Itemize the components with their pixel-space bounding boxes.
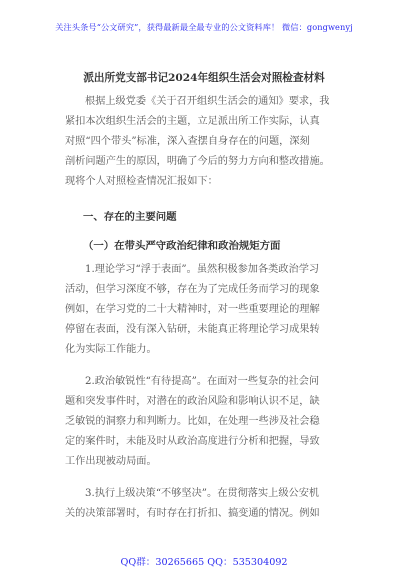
item-line: 关的决策部署时，有时存在打折扣、搞变通的情况。例如 [65, 508, 320, 519]
item-2-paragraph [65, 372, 352, 472]
intro-line: 根据上级党委《关于召开组织生活会的通知》要求，我 [85, 96, 330, 107]
item-3-paragraph [65, 484, 352, 524]
intro-line: 剖析问题产生的原因，明确了今后的努力方向和整改措施。 [65, 156, 330, 167]
intro-line: 现将个人对照检查情况汇报如下： [65, 176, 218, 187]
intro-line: 对照“四个带头”标准，深入查摆自身存在的问题，深刻 [65, 136, 310, 147]
item-line: 工作出现被动局面。 [65, 456, 157, 467]
intro-line: 紧扣本次组织生活会的主题，立足派出所工作实际，认真 [65, 116, 320, 127]
header-promo-note: 关注头条号“公文研究”，获得最新最全最专业的公文资料库！ 微信：gongwenyj [55, 22, 353, 32]
item-line: 2.政治敏锐性“有待提高”。在面对一些复杂的社会问 [85, 376, 320, 387]
footer-contact-note: QQ群：30265665 QQ：535304092 [120, 557, 288, 568]
item-1-paragraph [65, 260, 352, 360]
item-line: 化为实际工作能力。 [65, 344, 157, 355]
item-line: 3.执行上级决策“不够坚决”。在贯彻落实上级公安机 [85, 488, 320, 499]
document-title: 派出所党支部书记2024年组织生活会对照检查材料 [83, 72, 325, 84]
item-line: 例如，在学习党的二十大精神时，对一些重要理论的理解 [65, 304, 320, 315]
section-heading: 一、存在的主要问题 [83, 211, 177, 223]
item-line: 定的案件时，未能及时从政治高度进行分析和把握，导致 [65, 436, 320, 447]
sub-heading: （一）在带头严守政治纪律和政治规矩方面 [83, 240, 281, 252]
item-line: 1.理论学习“浮于表面”。虽然积极参加各类政治学习 [85, 264, 320, 275]
item-line: 乏敏锐的洞察力和判断力。比如，在处理一些涉及社会稳 [65, 416, 320, 427]
item-line: 活动，但学习深度不够，存在为了完成任务而学习的现象 [65, 284, 320, 295]
item-line: 题和突发事件时，对潜在的政治风险和影响认识不足，缺 [65, 396, 320, 407]
intro-paragraph [65, 92, 352, 192]
item-line: 停留在表面，没有深入钻研，未能真正将理论学习成果转 [65, 324, 320, 335]
